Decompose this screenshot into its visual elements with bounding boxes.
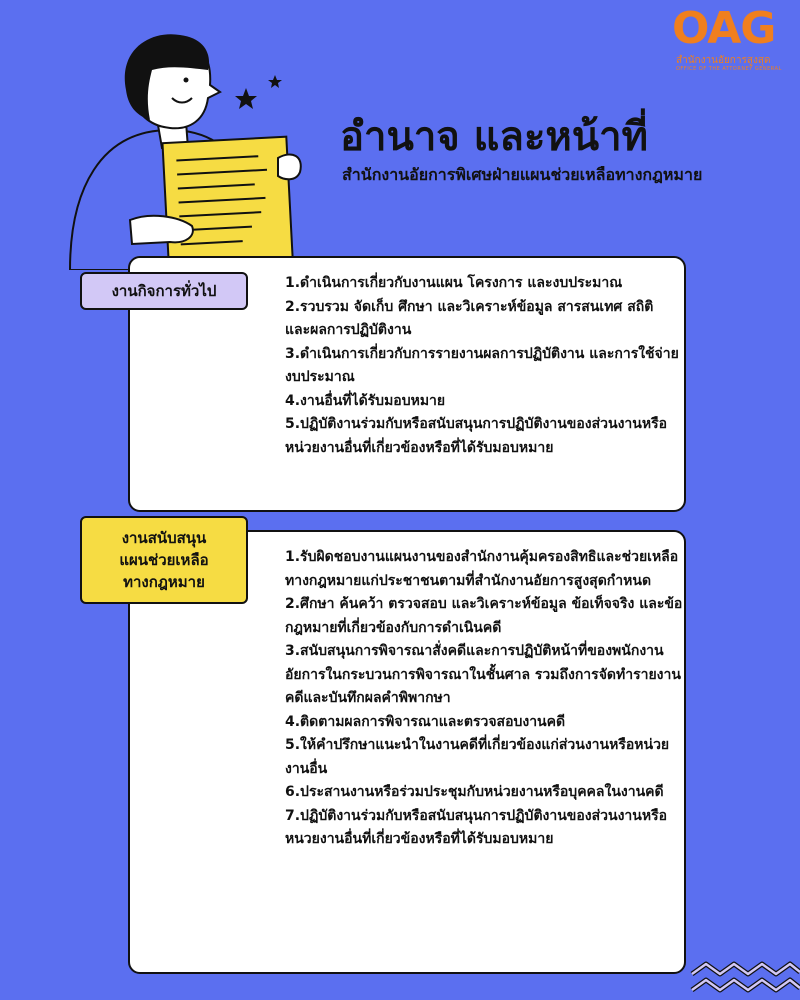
list-item: 3.ดำเนินการเกี่ยวกับการรายงานผลการปฏิบัติงาน และการใช้จ่ายงบประมาณ [285,345,679,385]
zigzag-decoration [690,960,800,1000]
list-item: 6.ประสานงานหรือร่วมประชุมกับหน่วยงานหรือบุคคลในงานคดี [285,784,664,800]
logo-text: OAG [672,3,776,54]
legal-aid-support-list [285,546,683,852]
list-item: 2.รวบรวม จัดเก็บ ศึกษา และวิเคราะห์ข้อมูล สารสนเทศ สถิติ และผลการปฏิบัติงาน [285,298,654,338]
general-affairs-list [285,272,680,460]
page-subtitle: สำนักงานอัยการพิเศษฝ่ายแผนช่วยเหลือทางกฎหมาย [342,165,703,184]
general-affairs-tag: งานกิจการทั่วไป [80,272,248,310]
legal-aid-support-tag: งานสนับสนุน แผนช่วยเหลือ ทางกฎหมาย [80,516,248,604]
person-reading-document-illustration [60,30,320,270]
oag-logo [672,3,796,72]
page-title: อำนาจ และหน้าที่ [340,114,648,160]
list-item: 4.ติดตามผลการพิจารณาและตรวจสอบงานคดี [285,713,566,730]
list-item: 3.สนับสนุนการพิจารณาสั่งคดีและการปฏิบัติหน้าที่ของพนักงานอัยการในกระบวนการพิจารณาในชั้นศาล รวมถึงการจัดทำรายงานคดีและบันทึกผลคำพิพากษา [285,643,681,706]
logo-english: OFFICE OF THE ATTORNEY GENERAL [676,66,782,72]
list-item: 5.ให้คำปรึกษาแนะนำในงานคดีที่เกี่ยวข้องแก่ส่วนงานหรือหน่วยงานอื่น [285,737,670,777]
list-item: 1.ดำเนินการเกี่ยวกับงานแผน โครงการ และงบประมาณ [285,275,623,291]
list-item: 2.ศึกษา ค้นคว้า ตรวจสอบ และวิเคราะห์ข้อมูล ข้อเท็จจริง และข้อกฎหมายที่เกี่ยวข้องกับการดำเนินคดี [285,596,683,636]
logo-subtitle: สำนักงานอัยการสูงสุด [676,55,771,66]
list-item: 1.รับผิดชอบงานแผนงานของสำนักงานคุ้มครองสิทธิและช่วยเหลือทางกฎหมายแก่ประชาชนตามที่สำนักงานอัยการสูงสุดกำหนด [285,549,679,589]
list-item: 5.ปฏิบัติงานร่วมกับหรือสนับสนุนการปฏิบัติงานของส่วนงานหรือหน่วยงานอื่นที่เกี่ยวข้องหรือที่ได้รับมอบหมาย [285,416,668,456]
list-item: 7.ปฏิบัติงานร่วมกับหรือสนับสนุนการปฏิบัติงานของส่วนงานหรือหนวยงานอื่นที่เกี่ยวข้องหรือที่ได้รับมอบหมาย [285,807,668,847]
list-item: 4.งานอื่นที่ได้รับมอบหมาย [285,392,446,409]
